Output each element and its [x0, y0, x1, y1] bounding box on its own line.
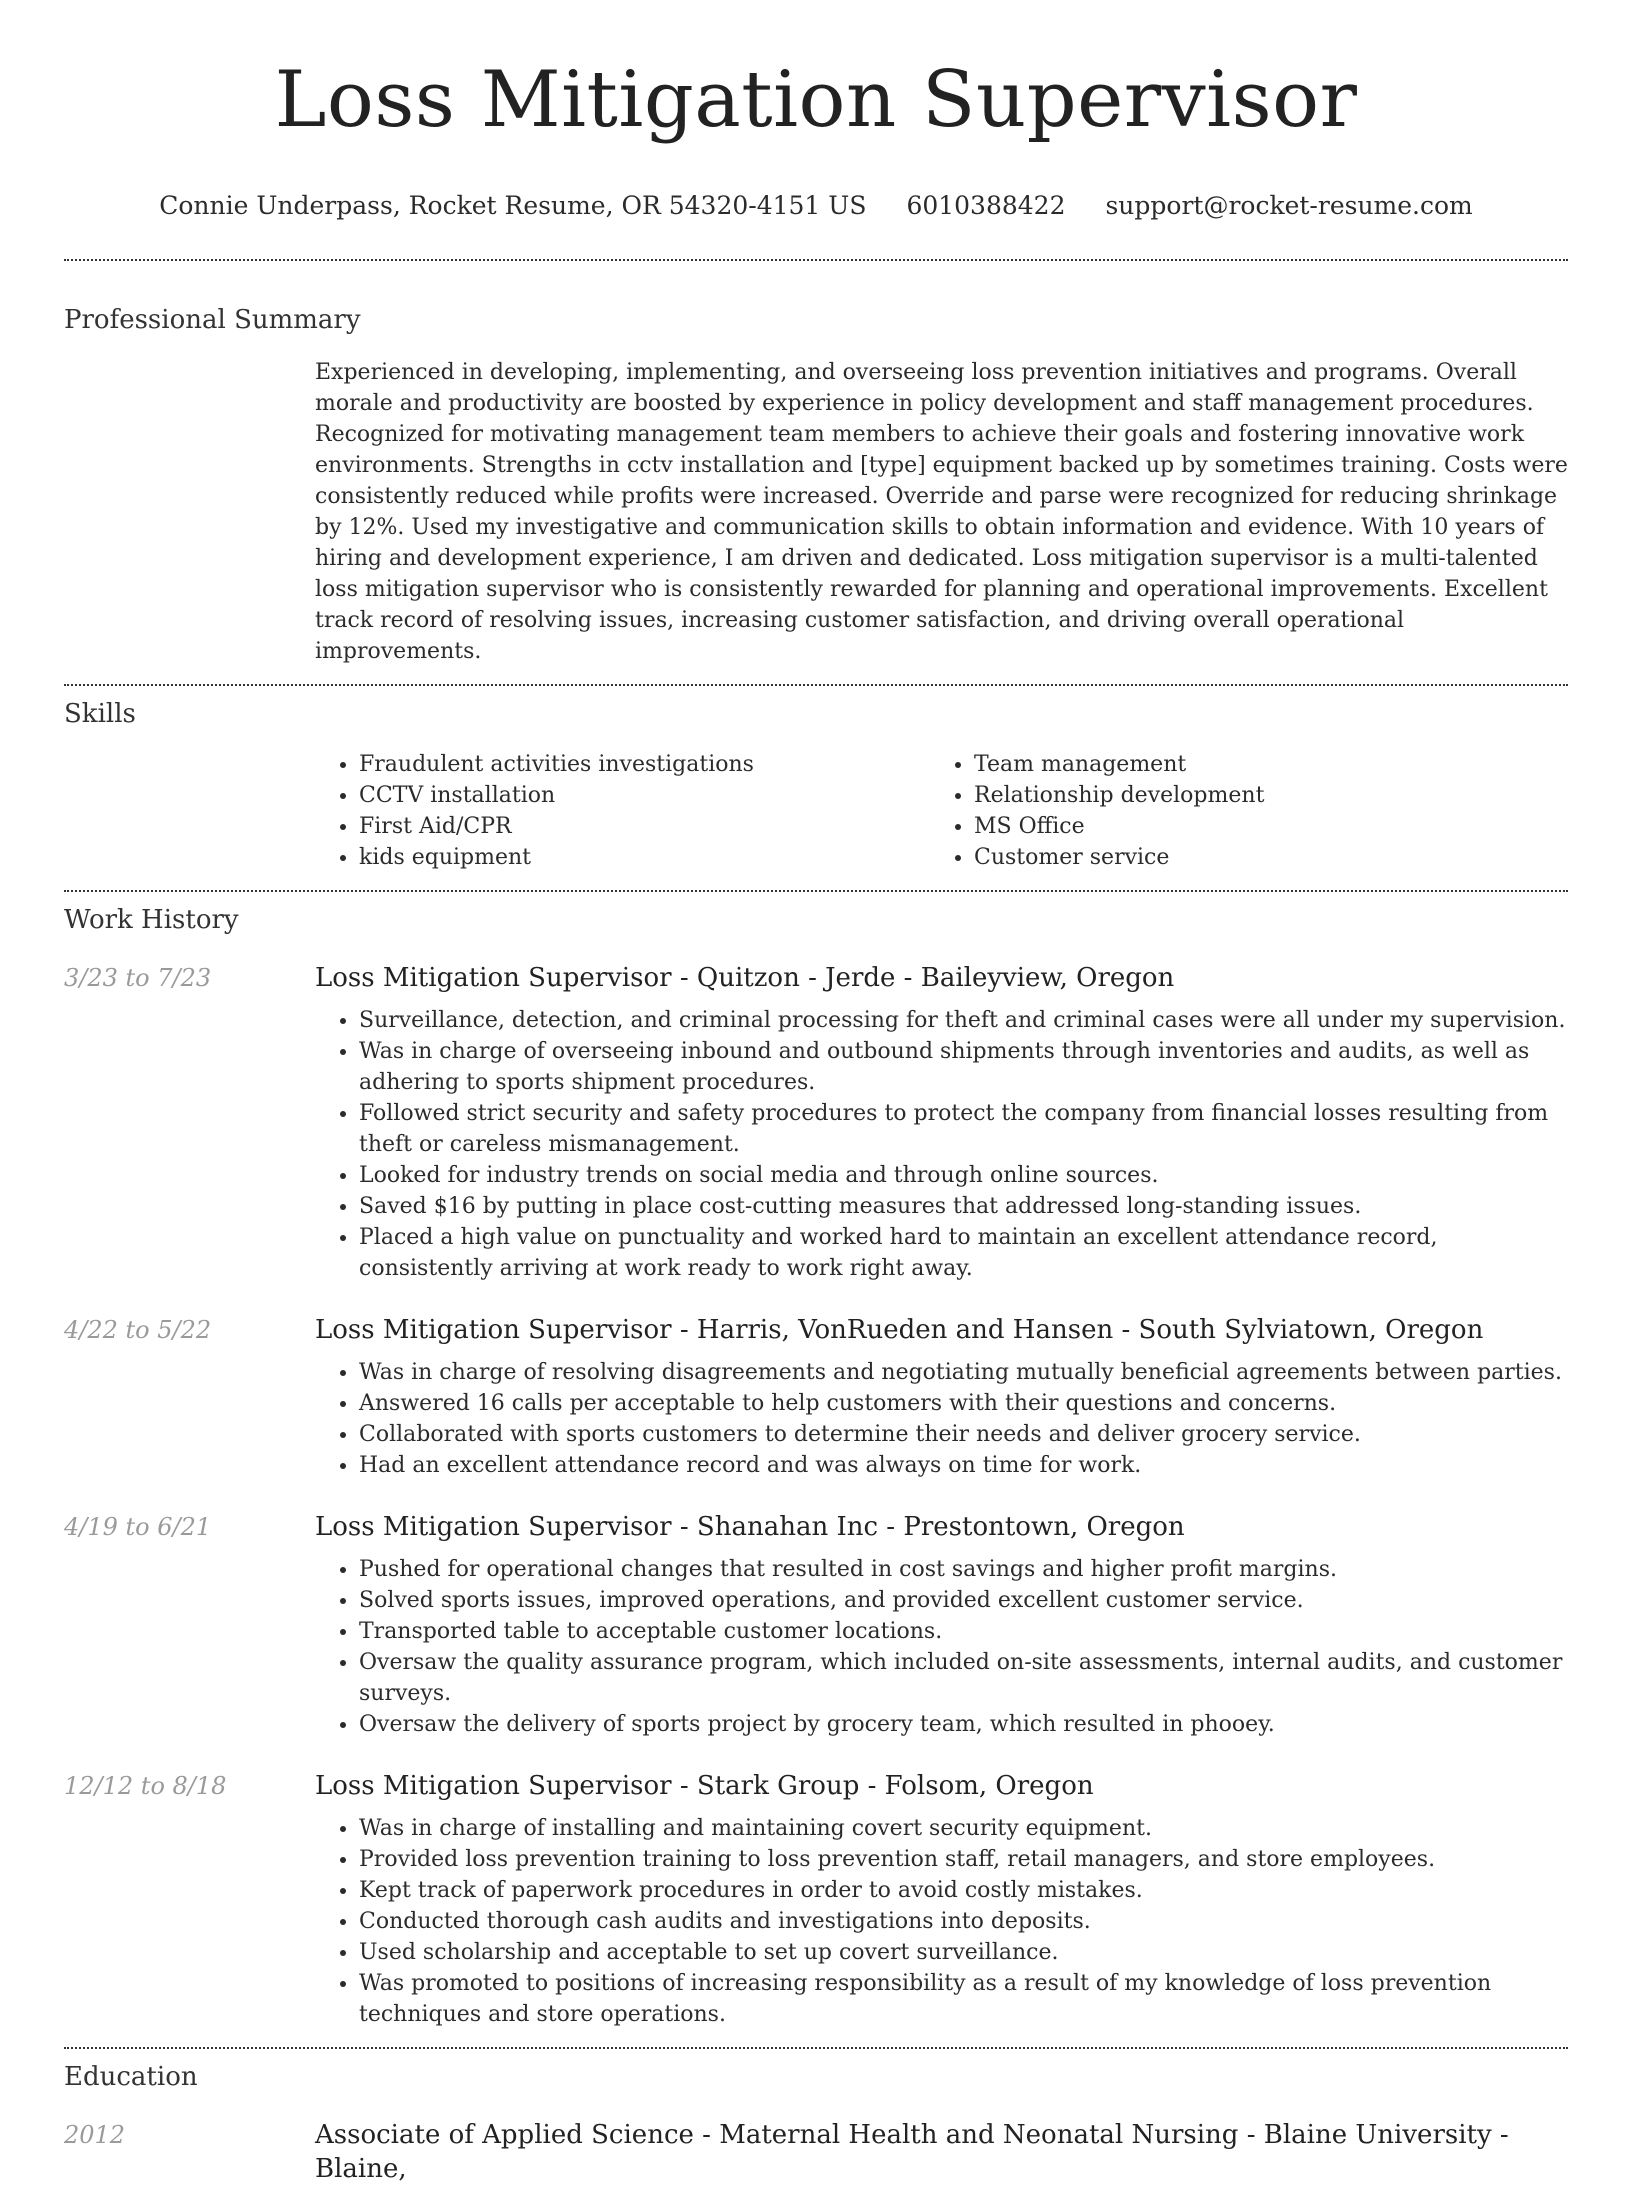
work-bullet: • Answered 16 calls per acceptable to help customers with their questions and concerns.: [359, 1388, 1568, 1419]
work-bullet: • Had an excellent attendance record and was always on time for work.: [359, 1450, 1568, 1481]
work-bullet: • Placed a high value on punctuality and worked hard to maintain an excellent attendance record, consistently arriving at work ready to work right away.: [359, 1222, 1568, 1284]
work-bullet: • Conducted thorough cash audits and investigations into deposits.: [359, 1906, 1568, 1937]
section-heading-summary: Professional Summary: [64, 305, 361, 335]
education-title: Associate of Applied Science - Maternal Health and Neonatal Nursing - Blaine University - Blaine,: [315, 2120, 1509, 2184]
work-bullet: • Oversaw the delivery of sports project by grocery team, which resulted in phooey.: [359, 1709, 1568, 1740]
work-bullets: [315, 1813, 1568, 2030]
work-title: Loss Mitigation Supervisor - Stark Group - Folsom, Oregon: [315, 1771, 1094, 1801]
work-bullet: • Saved $16 by putting in place cost-cutting measures that addressed long-standing issues.: [359, 1191, 1568, 1222]
work-bullet: • Followed strict security and safety procedures to protect the company from financial losses resulting from theft or careless mismanagement.: [359, 1098, 1568, 1160]
section-heading-work-history: Work History: [64, 905, 239, 935]
skill-item: • MS Office: [974, 811, 1545, 842]
skill-item: • Team management: [974, 749, 1545, 780]
education-year: 2012: [64, 2121, 126, 2149]
work-bullet: • Was in charge of resolving disagreements and negotiating mutually beneficial agreements between parties.: [359, 1357, 1568, 1388]
work-dates: 4/22 to 5/22: [64, 1316, 212, 1344]
skill-item: • CCTV installation: [359, 780, 930, 811]
skill-item: • Customer service: [974, 842, 1545, 873]
divider: [64, 684, 1568, 686]
divider: [64, 259, 1568, 261]
skill-item: • Relationship development: [974, 780, 1545, 811]
resume-name: Loss Mitigation Supervisor: [274, 55, 1358, 145]
work-title: Loss Mitigation Supervisor - Shanahan Inc - Prestontown, Oregon: [315, 1512, 1185, 1542]
contact-address: Connie Underpass, Rocket Resume, OR 54320-4151 US: [159, 191, 867, 220]
work-entry: [64, 1510, 1568, 1740]
work-bullet: • Used scholarship and acceptable to set up covert surveillance.: [359, 1937, 1568, 1968]
summary-text: Experienced in developing, implementing, and overseeing loss prevention initiatives and programs. Overall morale and productivity are boosted by experience in policy development and staff management procedures. Recognized for motivating management team members to achieve their goals and fostering innovative work environments. Strengths in cctv installation and [type] equipment backed up by sometimes training. Costs were consistently reduced while profits were increased. Override and parse were recognized for reducing shrinkage by 12%. Used my investigative and communication skills to obtain information and evidence. With 10 years of hiring and development experience, I am driven and dedicated. Loss mitigation supervisor is a multi-talented loss mitigation supervisor who is consistently rewarded for planning and operational improvements. Excellent track record of resolving issues, increasing customer satisfaction, and driving overall operational improvements.: [315, 360, 1568, 664]
divider: [64, 890, 1568, 892]
work-dates: 3/23 to 7/23: [64, 964, 212, 992]
work-bullets: [315, 1005, 1568, 1284]
work-title: Loss Mitigation Supervisor - Quitzon - Jerde - Baileyview, Oregon: [315, 963, 1175, 993]
contact-phone: 6010388422: [906, 191, 1066, 220]
work-entry-body: [315, 961, 1568, 1284]
work-bullet: • Oversaw the quality assurance program, which included on-site assessments, internal audits, and customer surveys.: [359, 1647, 1568, 1709]
work-bullet: • Looked for industry trends on social media and through online sources.: [359, 1160, 1568, 1191]
skills-list: [315, 749, 1568, 873]
work-bullets: [315, 1554, 1568, 1740]
work-bullet: • Pushed for operational changes that resulted in cost savings and higher profit margins.: [359, 1554, 1568, 1585]
work-bullet: • Surveillance, detection, and criminal processing for theft and criminal cases were all under my supervision.: [359, 1005, 1568, 1036]
work-entry-body: [315, 1510, 1568, 1740]
work-bullet: • Was promoted to positions of increasing responsibility as a result of my knowledge of loss prevention techniques and store operations.: [359, 1968, 1568, 2030]
work-bullet: • Transported table to acceptable customer locations.: [359, 1616, 1568, 1647]
work-entry: [64, 1313, 1568, 1481]
work-title: Loss Mitigation Supervisor - Harris, VonRueden and Hansen - South Sylviatown, Oregon: [315, 1315, 1484, 1345]
work-bullet: • Was in charge of overseeing inbound and outbound shipments through inventories and audits, as well as adhering to sports shipment procedures.: [359, 1036, 1568, 1098]
work-entry-body: [315, 1769, 1568, 2030]
work-bullet: • Collaborated with sports customers to determine their needs and deliver grocery service.: [359, 1419, 1568, 1450]
contact-email: support@rocket-resume.com: [1105, 191, 1473, 220]
work-bullets: [315, 1357, 1568, 1481]
contact-line: [64, 188, 1568, 224]
work-dates: 12/12 to 8/18: [64, 1772, 227, 1800]
work-entry: [64, 1769, 1568, 2030]
work-bullet: • Provided loss prevention training to loss prevention staff, retail managers, and store employees.: [359, 1844, 1568, 1875]
skills-column-left: [315, 749, 930, 873]
section-heading-education: Education: [64, 2062, 198, 2092]
work-entry: [64, 961, 1568, 1284]
work-entry-body: [315, 1313, 1568, 1481]
work-bullet: • Kept track of paperwork procedures in order to avoid costly mistakes.: [359, 1875, 1568, 1906]
skill-item: • Fraudulent activities investigations: [359, 749, 930, 780]
work-bullet: • Solved sports issues, improved operations, and provided excellent customer service.: [359, 1585, 1568, 1616]
skills-column-right: [930, 749, 1545, 873]
section-heading-skills: Skills: [64, 699, 136, 729]
skill-item: • kids equipment: [359, 842, 930, 873]
work-bullet: • Was in charge of installing and maintaining covert security equipment.: [359, 1813, 1568, 1844]
education-entry: [64, 2118, 1568, 2186]
resume-page: [64, 0, 1568, 2186]
skill-item: • First Aid/CPR: [359, 811, 930, 842]
work-dates: 4/19 to 6/21: [64, 1513, 212, 1541]
divider: [64, 2047, 1568, 2049]
education-entry-body: [315, 2118, 1568, 2186]
